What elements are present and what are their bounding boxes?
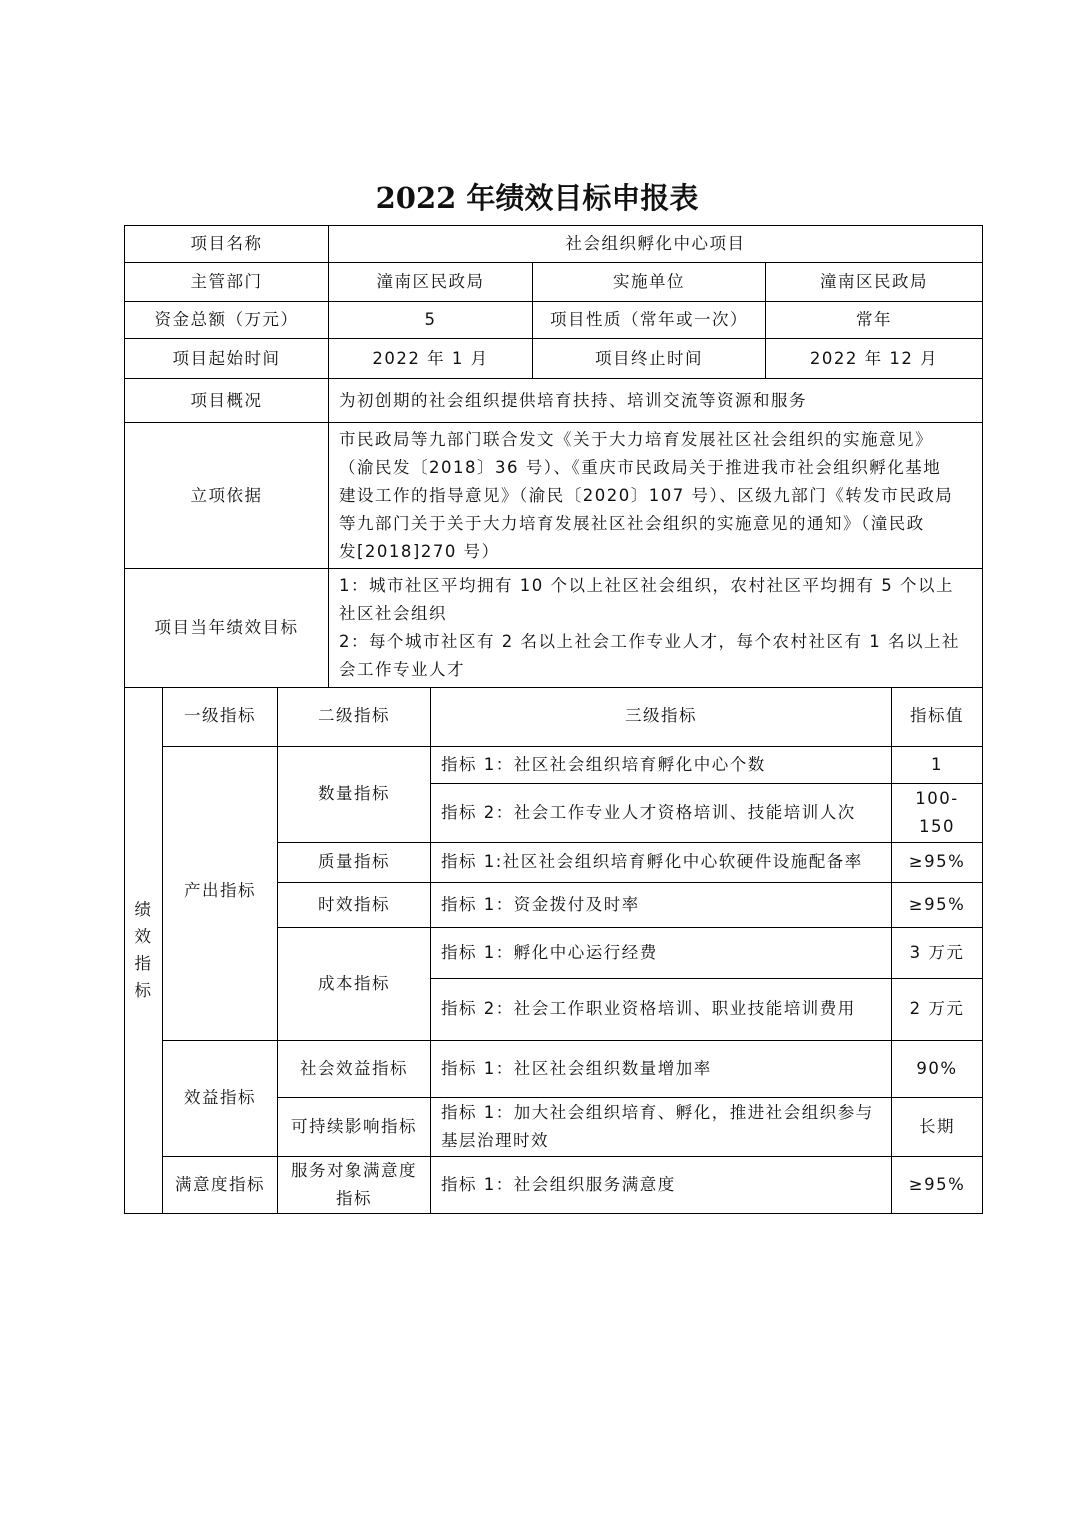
indicator-row: 指标 2：社会工作职业资格培训、职业技能培训费用 — [431, 978, 892, 1040]
unit-value: 潼南区民政局 — [766, 263, 983, 302]
nature-value: 常年 — [766, 302, 983, 339]
output-indicator: 产出指标 — [163, 746, 278, 1040]
goal-line: 会工作专业人才 — [339, 660, 465, 679]
quality-indicator: 质量指标 — [278, 842, 431, 882]
dept-label: 主管部门 — [125, 263, 329, 302]
sustainability-indicator: 可持续影响指标 — [278, 1097, 431, 1156]
header-level3: 三级指标 — [431, 687, 892, 746]
header-value: 指标值 — [892, 687, 983, 746]
indicator-row: 指标 1：社区社会组织培育孵化中心个数 — [431, 746, 892, 783]
overview-value: 为初创期的社会组织提供培育扶持、培训交流等资源和服务 — [329, 379, 983, 423]
goal-label: 项目当年绩效目标 — [125, 569, 329, 688]
indicator-row: 指标 1：孵化中心运行经费 — [431, 927, 892, 978]
basis-line: 市民政局等九部门联合发文《关于大力培育发展社区社会组织的实施意见》 — [339, 429, 933, 449]
header-level2: 二级指标 — [278, 687, 431, 746]
header-level1: 一级指标 — [163, 687, 278, 746]
goal-line: 社区社会组织 — [339, 604, 447, 623]
start-label: 项目起始时间 — [125, 339, 329, 379]
basis-line: 等九部门关于关于大力培育发展社区社会组织的实施意见的通知》（潼民政 — [339, 513, 925, 533]
basis-line: 发[2018]270 号） — [339, 541, 500, 561]
end-label: 项目终止时间 — [533, 339, 766, 379]
basis-line: 建设工作的指导意见》（渝民〔2020〕107 号）、区级九部门《转发市民政局 — [339, 485, 954, 505]
indicator-value: ≥95% — [892, 842, 983, 882]
start-value: 2022 年 1 月 — [329, 339, 533, 379]
indicator-value: ≥95% — [892, 882, 983, 927]
indicator-value: 3 万元 — [892, 927, 983, 978]
indicator-row: 指标 1：资金拨付及时率 — [431, 882, 892, 927]
project-name-value: 社会组织孵化中心项目 — [329, 226, 983, 263]
end-value: 2022 年 12 月 — [766, 339, 983, 379]
service-satisfaction-indicator: 服务对象满意度 指标 — [278, 1156, 431, 1213]
indicator-row: 指标 1：加大社会组织培育、孵化，推进社会组织参与 基层治理时效 — [431, 1097, 892, 1156]
perf-side-label: 绩 效 指 标 — [125, 687, 163, 1213]
basis-value — [329, 423, 983, 569]
satisfaction-indicator: 满意度指标 — [163, 1156, 278, 1213]
nature-label: 项目性质（常年或一次） — [533, 302, 766, 339]
indicator-value: 1 — [892, 746, 983, 783]
basis-line: （渝民发〔2018〕36 号）、《重庆市民政局关于推进我市社会组织孵化基地 — [339, 457, 942, 477]
cost-indicator: 成本指标 — [278, 927, 431, 1040]
indicator-row: 指标 1：社会组织服务满意度 — [431, 1156, 892, 1213]
quantity-indicator: 数量指标 — [278, 746, 431, 842]
page-title: 2022 年绩效目标申报表 — [375, 181, 699, 215]
indicator-value: 2 万元 — [892, 978, 983, 1040]
indicator-value: 长期 — [892, 1097, 983, 1156]
indicator-value: ≥95% — [892, 1156, 983, 1213]
goal-value — [329, 569, 983, 688]
project-info-table — [124, 225, 983, 688]
goal-line: 1：城市社区平均拥有 10 个以上社区社会组织，农村社区平均拥有 5 个以上 — [339, 576, 954, 595]
unit-label: 实施单位 — [533, 263, 766, 302]
indicator-row: 指标 1:社区社会组织培育孵化中心软硬件设施配备率 — [431, 842, 892, 882]
indicator-row: 指标 2：社会工作专业人才资格培训、技能培训人次 — [431, 783, 892, 842]
timeliness-indicator: 时效指标 — [278, 882, 431, 927]
performance-indicator-table — [124, 687, 983, 1214]
indicator-value: 100-150 — [892, 783, 983, 842]
social-benefit-indicator: 社会效益指标 — [278, 1040, 431, 1097]
dept-value: 潼南区民政局 — [329, 263, 533, 302]
basis-label: 立项依据 — [125, 423, 329, 569]
indicator-value: 90% — [892, 1040, 983, 1097]
project-name-label: 项目名称 — [125, 226, 329, 263]
indicator-row: 指标 1：社区社会组织数量增加率 — [431, 1040, 892, 1097]
fund-value: 5 — [329, 302, 533, 339]
benefit-indicator: 效益指标 — [163, 1040, 278, 1156]
fund-label: 资金总额（万元） — [125, 302, 329, 339]
overview-label: 项目概况 — [125, 379, 329, 423]
goal-line: 2：每个城市社区有 2 名以上社会工作专业人才，每个农村社区有 1 名以上社 — [339, 632, 960, 651]
